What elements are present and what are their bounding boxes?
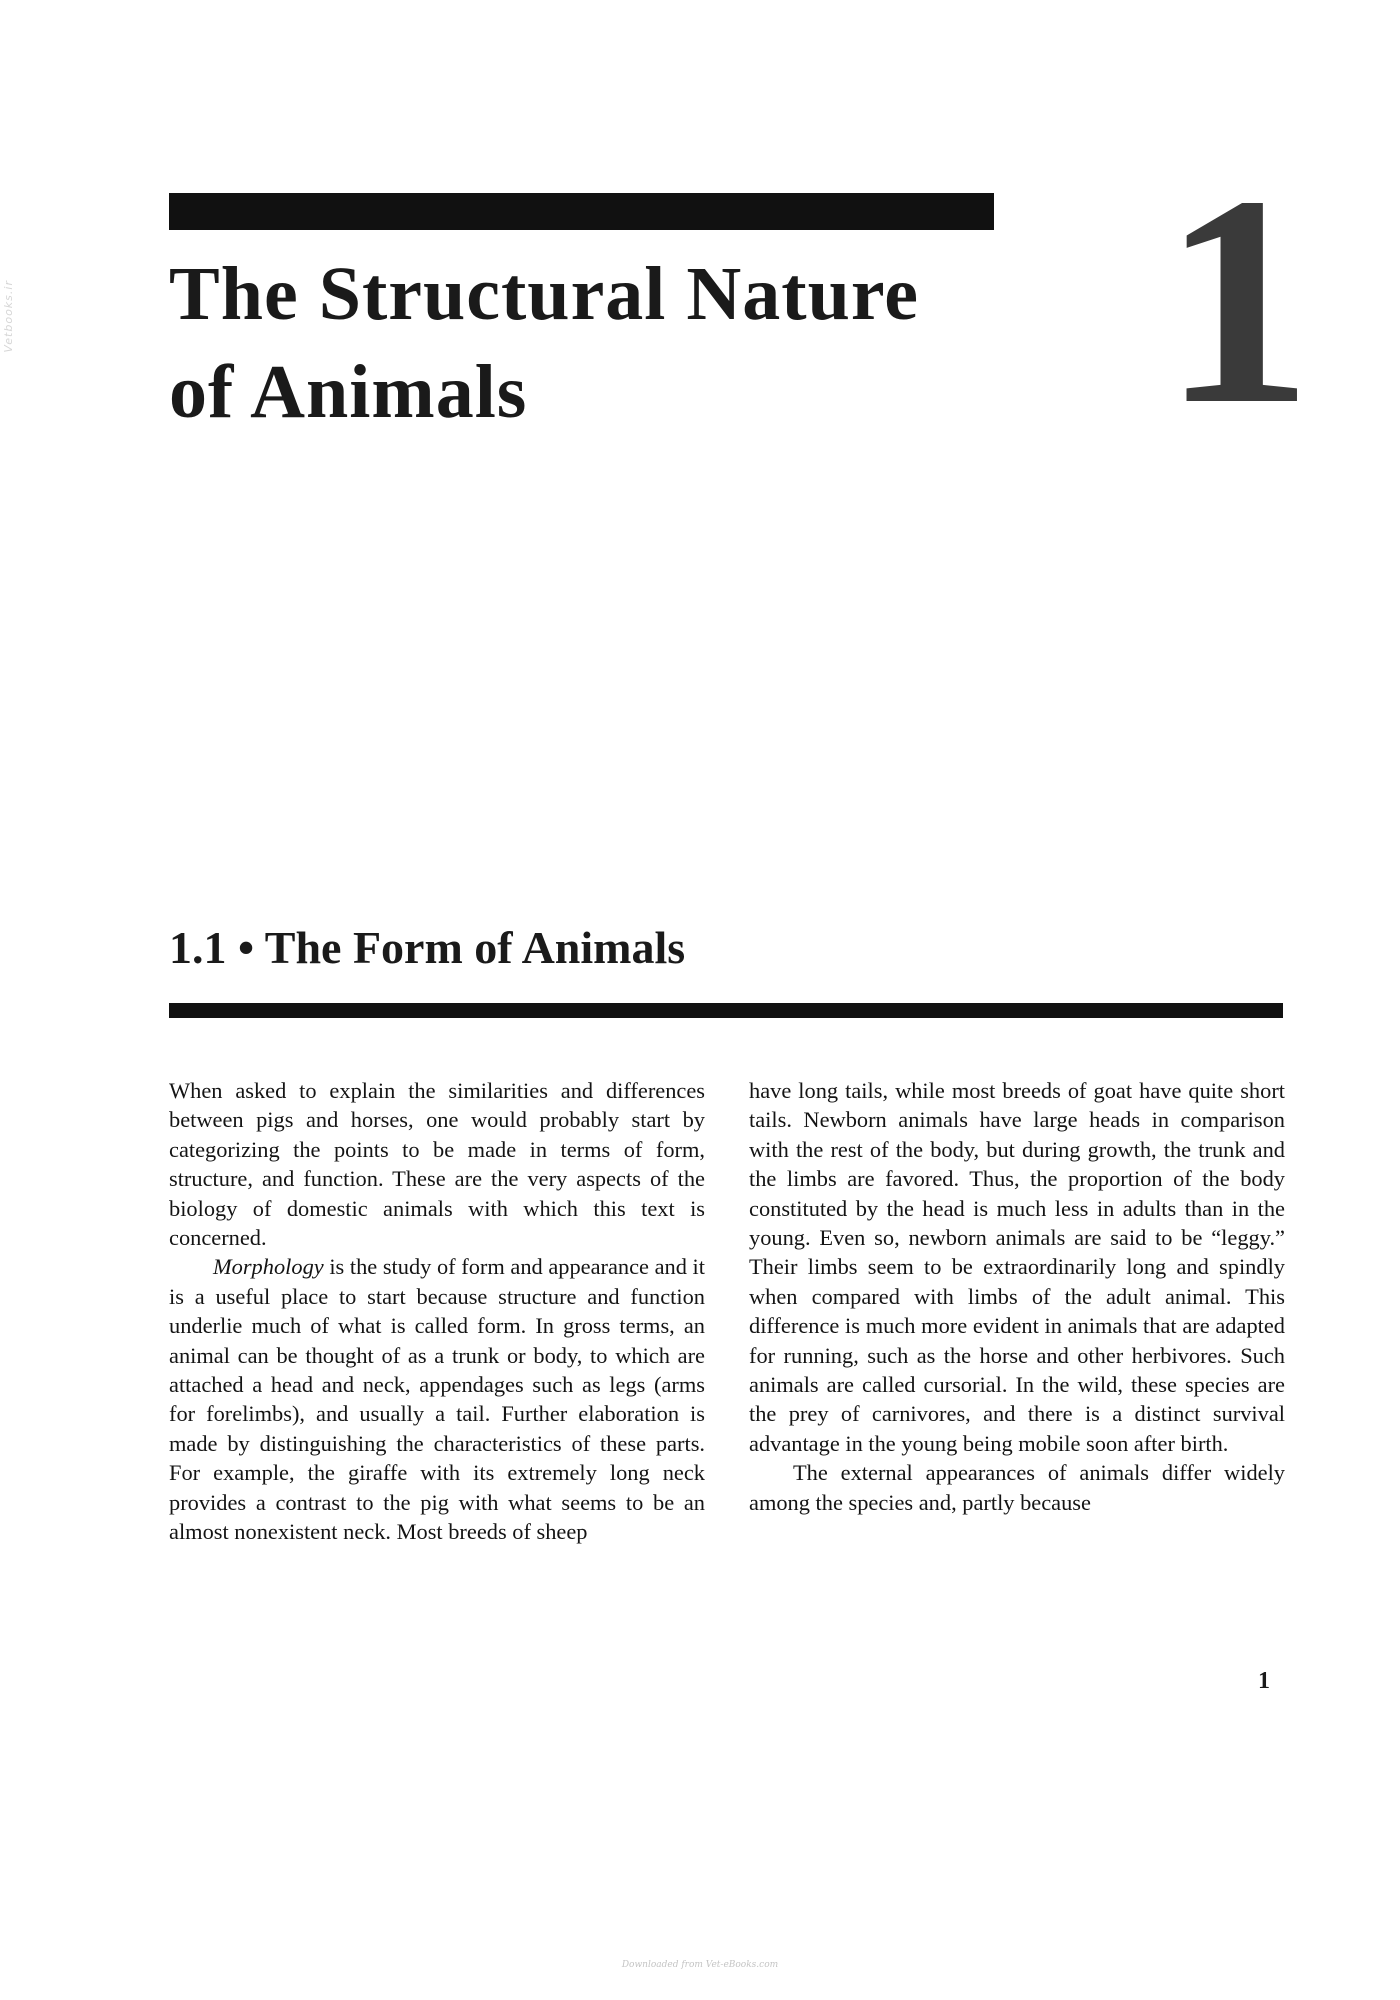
chapter-title-line-1: The Structural Nature — [169, 252, 919, 336]
paragraph — [169, 1252, 705, 1546]
section-heading: 1.1 • The Form of Animals — [169, 922, 686, 973]
term-morphology: Morphology — [213, 1254, 324, 1280]
side-watermark: Vetbooks.ir — [2, 280, 15, 353]
paragraph-text: is the study of form and appearance and it is a useful place to start because structure and function underlie much of what is called form. In gross terms, an animal can be thought of as a trunk or body, to which are attached a head and neck, appendages such as legs (arms for forelimbs), and usually a tail. Further elaboration is made by distinguishing the characteristics of these parts. For example, the giraffe with its extremely long neck provides a contrast to the pig with what seems to be an almost nonexistent neck. Most breeds of sheep — [169, 1254, 705, 1545]
section-rule — [169, 1003, 1283, 1018]
paragraph: have long tails, while most breeds of goat have quite short tails. Newborn animals have large heads in comparison with the rest of the body, but during growth, the trunk and the limbs are favored. Thus, the proportion of the body constituted by the head is much less in adults than in the young. Even so, newborn animals are said to be “leggy.” Their limbs seem to be extraordinarily long and spindly when compared with limbs of the adult animal. This difference is much more evident in animals that are adapted for running, such as the horse and other herbivores. Such animals are called cursorial. In the wild, these species are the prey of carnivores, and there is a distinct survival advantage in the young being mobile soon after birth. — [749, 1078, 1285, 1456]
chapter-number: 1 — [1162, 134, 1307, 466]
chapter-title — [169, 245, 919, 441]
chapter-top-bar — [169, 193, 994, 230]
paragraph: When asked to explain the similarities and differences between pigs and horses, one would probably start by categorizing the points to be made in terms of form, structure, and function. These are the very aspects of the biology of domestic animals with which this text is concerned. — [169, 1078, 705, 1251]
footer-watermark: Downloaded from Vet-eBooks.com — [621, 1960, 779, 1970]
body-column-left — [169, 1076, 705, 1547]
page-number: 1 — [1258, 1668, 1270, 1694]
chapter-title-line-2: of Animals — [169, 350, 528, 434]
body-column-right — [749, 1076, 1285, 1517]
paragraph: The external appearances of animals differ widely among the species and, partly because — [749, 1460, 1285, 1515]
